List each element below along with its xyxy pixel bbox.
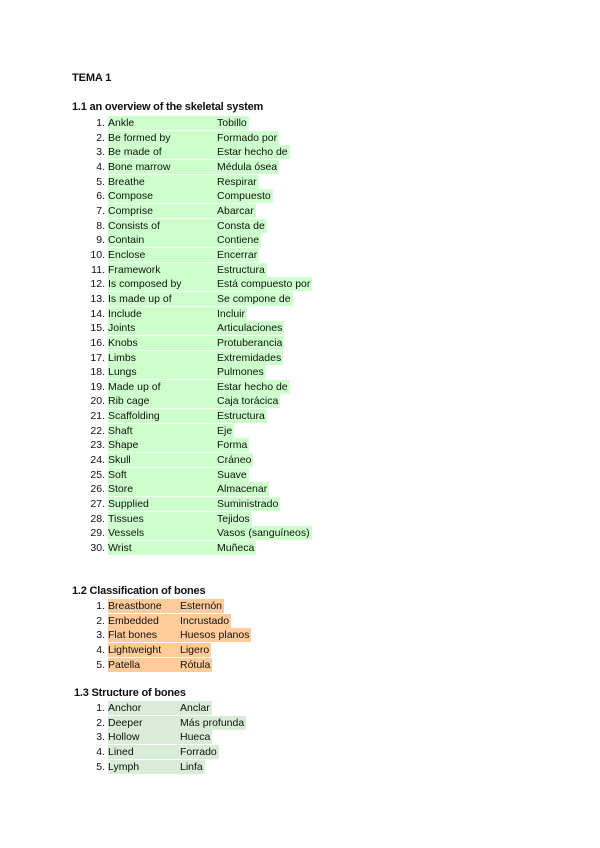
- english-term: Shaft: [108, 424, 217, 438]
- item-number: 19.: [90, 380, 105, 393]
- spanish-translation: Estar hecho de: [217, 146, 288, 159]
- spanish-translation: Esternón: [180, 600, 223, 612]
- english-term: Lymph: [108, 760, 180, 774]
- item-number: 3.: [96, 731, 105, 744]
- section-heading-overview: 1.1 an overview of the skeletal system: [72, 101, 264, 113]
- english-term: Be made of: [108, 145, 217, 159]
- item-number: 27.: [90, 498, 105, 511]
- spanish-translation: Muñeca: [217, 542, 255, 555]
- item-number: 10.: [90, 248, 105, 261]
- english-term: Consists of: [108, 219, 217, 233]
- spanish-translation: Incrustado: [180, 614, 230, 627]
- spanish-translation: Incluir: [217, 307, 246, 320]
- item-number: 28.: [90, 512, 105, 525]
- item-number: 2.: [96, 614, 105, 627]
- english-term: Supplied: [108, 497, 217, 511]
- item-number: 5.: [96, 658, 105, 671]
- english-term: Embedded: [108, 614, 180, 628]
- spanish-translation: Respirar: [217, 175, 257, 188]
- item-number: 3.: [96, 146, 105, 159]
- english-term: Limbs: [108, 351, 217, 365]
- spanish-translation: Se compone de: [217, 292, 291, 305]
- spanish-translation: Formado por: [217, 131, 278, 144]
- english-term: Framework: [108, 263, 217, 277]
- english-term: Be formed by: [108, 131, 217, 145]
- spanish-translation: Articulaciones: [217, 322, 283, 335]
- item-number: 15.: [90, 322, 105, 335]
- spanish-translation: Forrado: [180, 745, 217, 758]
- english-term: Joints: [108, 321, 217, 335]
- english-term: Deeper: [108, 716, 180, 730]
- english-term: Is composed by: [108, 277, 217, 291]
- spanish-translation: Estructura: [217, 410, 265, 423]
- english-term: Enclose: [108, 248, 217, 262]
- item-number: 2.: [96, 716, 105, 729]
- spanish-translation: Eje: [217, 424, 233, 437]
- spanish-translation: Más profunda: [180, 716, 245, 729]
- item-number: 22.: [90, 424, 105, 437]
- english-term: Lungs: [108, 365, 217, 379]
- item-number: 26.: [90, 483, 105, 496]
- english-term: Lightweight: [108, 643, 180, 657]
- item-number: 21.: [90, 410, 105, 423]
- spanish-translation: Suave: [217, 468, 247, 481]
- english-term: Knobs: [108, 336, 217, 350]
- english-term: Store: [108, 482, 217, 496]
- spanish-translation: Ligero: [180, 643, 210, 656]
- english-term: Flat bones: [108, 628, 180, 642]
- english-term: Anchor: [108, 701, 180, 715]
- english-term: Bone marrow: [108, 160, 217, 174]
- item-number: 6.: [96, 190, 105, 203]
- spanish-translation: Extremidades: [217, 351, 282, 364]
- spanish-translation: Linfa: [180, 760, 203, 773]
- spanish-translation: Suministrado: [217, 498, 279, 511]
- english-term: Tissues: [108, 512, 217, 526]
- item-number: 16.: [90, 336, 105, 349]
- english-term: Compose: [108, 189, 217, 203]
- item-number: 1.: [96, 117, 105, 129]
- spanish-translation: Encerrar: [217, 248, 258, 261]
- item-number: 7.: [96, 204, 105, 217]
- english-term: Skull: [108, 453, 217, 467]
- spanish-translation: Estructura: [217, 263, 265, 276]
- spanish-translation: Consta de: [217, 219, 265, 232]
- item-number: 12.: [90, 278, 105, 291]
- item-number: 13.: [90, 292, 105, 305]
- spanish-translation: Huesos planos: [180, 629, 250, 642]
- english-term: Breathe: [108, 175, 217, 189]
- spanish-translation: Abarcar: [217, 204, 254, 217]
- item-number: 25.: [90, 468, 105, 481]
- english-term: Rib cage: [108, 394, 217, 408]
- spanish-translation: Está compuesto por: [217, 278, 311, 291]
- item-number: 5.: [96, 760, 105, 773]
- spanish-translation: Vasos (sanguíneos): [217, 527, 310, 540]
- item-number: 29.: [90, 527, 105, 540]
- english-term: Hollow: [108, 730, 180, 744]
- item-number: 9.: [96, 234, 105, 247]
- item-number: 11.: [91, 263, 105, 276]
- english-term: Include: [108, 307, 217, 321]
- section-heading-structure: 1.3 Structure of bones: [74, 687, 186, 699]
- english-term: Made up of: [108, 380, 217, 394]
- item-number: 17.: [90, 351, 105, 364]
- item-number: 4.: [96, 643, 105, 656]
- spanish-translation: Caja torácica: [217, 395, 279, 408]
- english-term: Ankle: [108, 116, 217, 130]
- item-number: 4.: [96, 745, 105, 758]
- english-term: Lined: [108, 745, 180, 759]
- spanish-translation: Pulmones: [217, 366, 264, 379]
- item-number: 23.: [90, 439, 105, 452]
- english-term: Wrist: [108, 541, 217, 555]
- spanish-translation: Anclar: [180, 702, 210, 714]
- spanish-translation: Almacenar: [217, 483, 268, 496]
- english-term: Patella: [108, 658, 180, 672]
- english-term: Vessels: [108, 526, 217, 540]
- english-term: Soft: [108, 468, 217, 482]
- item-number: 24.: [90, 454, 105, 467]
- spanish-translation: Hueca: [180, 731, 211, 744]
- spanish-translation: Rótula: [180, 658, 211, 671]
- spanish-translation: Contiene: [217, 234, 260, 247]
- item-number: 4.: [96, 160, 105, 173]
- section-heading-classification: 1.2 Classification of bones: [72, 585, 206, 597]
- item-number: 14.: [90, 307, 105, 320]
- item-number: 1.: [96, 600, 105, 612]
- page-title: TEMA 1: [72, 72, 112, 84]
- spanish-translation: Cráneo: [217, 454, 252, 467]
- item-number: 1.: [96, 702, 105, 714]
- spanish-translation: Estar hecho de: [217, 380, 288, 393]
- spanish-translation: Forma: [217, 439, 248, 452]
- item-number: 2.: [96, 131, 105, 144]
- spanish-translation: Compuesto: [217, 190, 271, 203]
- english-term: Is made up of: [108, 292, 217, 306]
- spanish-translation: Tobillo: [217, 117, 247, 129]
- item-number: 8.: [96, 219, 105, 232]
- english-term: Shape: [108, 438, 217, 452]
- item-number: 3.: [96, 629, 105, 642]
- english-term: Breastbone: [108, 599, 180, 613]
- english-term: Scaffolding: [108, 409, 217, 423]
- item-number: 18.: [90, 366, 105, 379]
- spanish-translation: Tejidos: [217, 512, 250, 525]
- item-number: 20.: [90, 395, 105, 408]
- item-number: 5.: [96, 175, 105, 188]
- spanish-translation: Protuberancia: [217, 336, 283, 349]
- english-term: Comprise: [108, 204, 217, 218]
- item-number: 30.: [90, 542, 105, 555]
- english-term: Contain: [108, 233, 217, 247]
- spanish-translation: Médula ósea: [217, 160, 278, 173]
